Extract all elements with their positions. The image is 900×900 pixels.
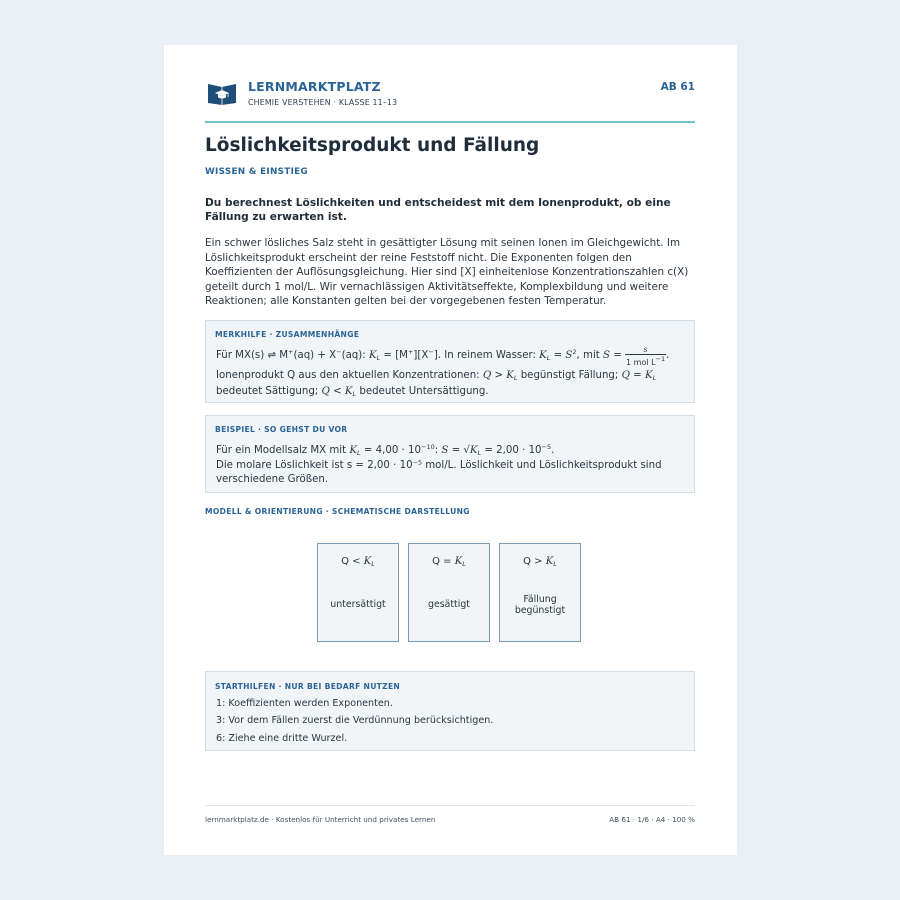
panel-label: untersättigt [330,599,386,610]
brand-subtitle: CHEMIE VERSTEHEN · KLASSE 11–13 [248,98,398,107]
hint-item: 1: Koeffizienten werden Exponenten. [216,698,393,709]
header-divider [205,121,695,123]
merkhilfe-label: MERKHILFE · ZUSAMMENHÄNGE [215,330,360,339]
panel-gesaettigt [408,543,490,642]
panel-label: Fällung begünstigt [514,594,566,616]
footer-site: lernmarktplatz.de · Kostenlos für Unterricht und privates Lernen [205,815,436,824]
beispiel-formula-line: Für ein Modellsalz MX mit $K_L = 4,00 \cdot 10^{-10}$: $S = √K_L = 2,00 \cdot 10^{-5}$. [216,443,555,457]
merkhilfe-ionenprodukt-line: Ionenprodukt Q aus den aktuellen Konzentrationen: $Q > K_L$ begünstigt Fällung; $Q = K_L$ bedeutet Sättigung; $Q < K_L$ bedeutet Untersättigung. [216,370,657,398]
starthilfen-box [205,671,695,751]
page-title: Löslichkeitsprodukt und Fällung [205,135,540,156]
hint-item: 6: Ziehe eine dritte Wurzel. [216,733,348,744]
lead-paragraph: Du berechnest Löslichkeiten und entscheidest mit dem Ionenprodukt, ob eine Fällung zu erwarten ist. [205,197,671,223]
brand-name: LERNMARKTPLATZ [248,79,381,94]
panel-relation: $Q < K_L$ [341,556,375,568]
sheet-id: AB 61 [660,81,695,93]
merkhilfe-formula-line: Für MX(s) ⇌ M+(aq) + X−(aq): $K_L = [M^+][X^-]$. In reinem Wasser: $K_L = S^2$, mit S = $\frac{s}{1 mol L^{-1}}$ . [216,345,670,367]
starthilfen-label: STARTHILFEN · NUR BEI BEDARF NUTZEN [215,682,401,691]
hint-item: 3: Vor dem Fällen zuerst die Verdünnung berücksichtigen. [216,715,494,726]
panel-label: gesättigt [428,599,470,610]
panel-relation: $Q = K_L$ [432,556,466,568]
worksheet-page [164,45,737,855]
beispiel-explanation: Die molare Löslichkeit ist s = 2,00 · 10⁻⁵ mol/L. Löslichkeit und Löslichkeitsprodukt sind verschiedene Größen. [216,460,662,485]
panel-untersaettigt [317,543,399,642]
footer-page-info: AB 61 · 1/6 · A4 · 100 % [609,815,695,824]
panel-relation: $Q > K_L$ [523,556,557,568]
intro-paragraph: Ein schwer lösliches Salz steht in gesättigter Lösung mit seinen Ionen im Gleichgewicht. Im Löslichkeitsprodukt erscheint der reine Feststoff nicht. Die Exponenten folgen den Koeffizienten der Auflösungsgleichung. Hier sind [X] einheitenlose Konzentrationszahlen c(X) geteilt durch 1 mol/L. Wir vernachlässigen Aktivitätseffekte, Komplexbildung und weitere Reaktionen; alle Konstanten gelten bei der vorgegebenen festen Temperatur. [205,237,689,307]
book-graduation-cap-icon [207,82,237,105]
panel-faellung [499,543,581,642]
section-subtitle: WISSEN & EINSTIEG [205,167,309,177]
beispiel-label: BEISPIEL · SO GEHST DU VOR [215,425,348,434]
model-label: MODELL & ORIENTIERUNG · SCHEMATISCHE DARSTELLUNG [205,507,470,516]
footer-divider [205,805,695,806]
beispiel-box [205,415,695,493]
merkhilfe-box [205,320,695,403]
